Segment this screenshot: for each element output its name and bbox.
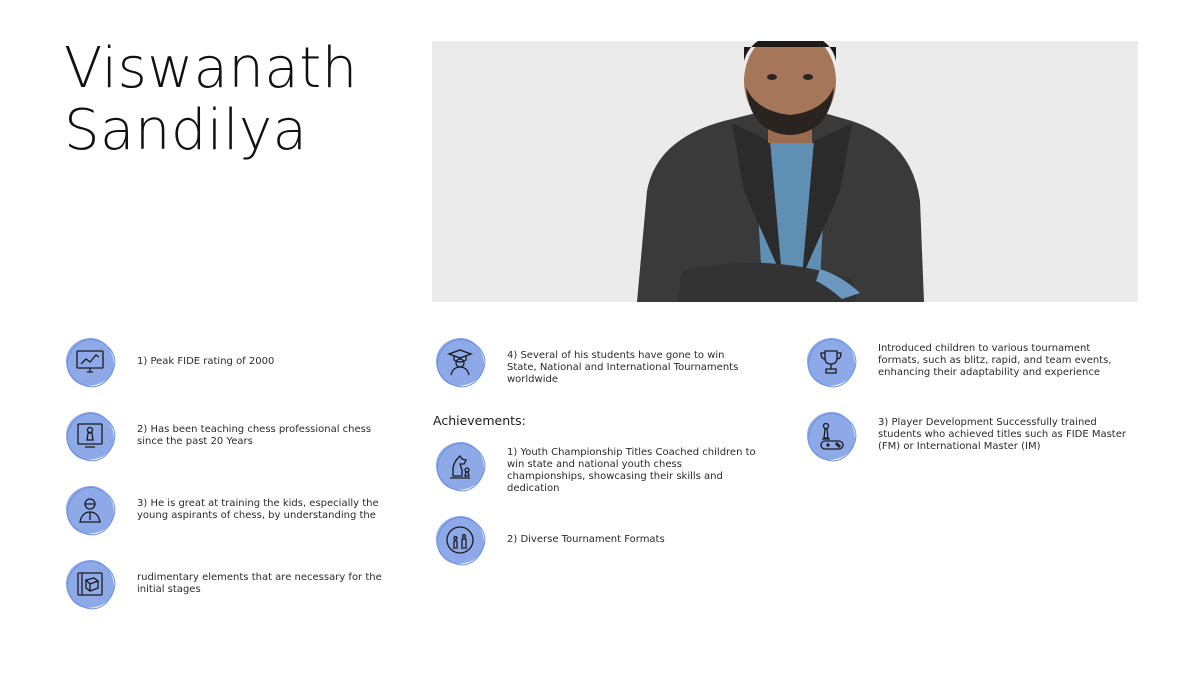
achievement-text: Introduced children to various tournament formats, such as blitz, rapid, and team events, enhancing their adaptability and experience (878, 343, 1112, 378)
list-item (66, 560, 396, 610)
list-item (436, 338, 766, 388)
profile-photo (432, 41, 1138, 302)
achievement-text: 3) Player Development Successfully trained students who achieved titles such as FIDE Master (FM) or International Master (IM) (878, 417, 1126, 452)
list-item (436, 516, 766, 566)
chess-knight-icon (444, 450, 476, 482)
blueprint-icon (74, 568, 106, 600)
achievement-text: 1) Youth Championship Titles Coached children to win state and national youth chess championships, showcasing their skills and dedication (507, 447, 756, 494)
achievement-text: 2) Has been teaching chess professional chess since the past 20 Years (137, 424, 372, 447)
list-item (66, 338, 396, 388)
list-item (807, 338, 1137, 388)
achievements-heading: Achievements: (433, 413, 526, 428)
list-item (436, 442, 766, 492)
achievement-text: rudimentary elements that are necessary for the initial stages (137, 572, 382, 595)
profile-name: Viswanath Sandilya (64, 36, 358, 163)
achievement-text: 1) Peak FIDE rating of 2000 (137, 356, 275, 367)
computer-chart-icon (74, 346, 106, 378)
achievement-text: 2) Diverse Tournament Formats (507, 534, 665, 545)
achievement-text: 3) He is great at training the kids, especially the young aspirants of chess, by understanding the (137, 498, 379, 521)
graduate-icon (444, 346, 476, 378)
list-item (66, 486, 396, 536)
list-item (66, 412, 396, 462)
chess-pawn-screen-icon (74, 420, 106, 452)
achievement-text: 4) Several of his students have gone to win State, National and International Tournaments worldwide (507, 350, 739, 385)
teacher-icon (74, 494, 106, 526)
chess-gamepad-icon (815, 420, 847, 452)
trophy-icon (815, 346, 847, 378)
chess-pieces-bubble-icon (444, 524, 476, 556)
list-item (807, 412, 1137, 462)
